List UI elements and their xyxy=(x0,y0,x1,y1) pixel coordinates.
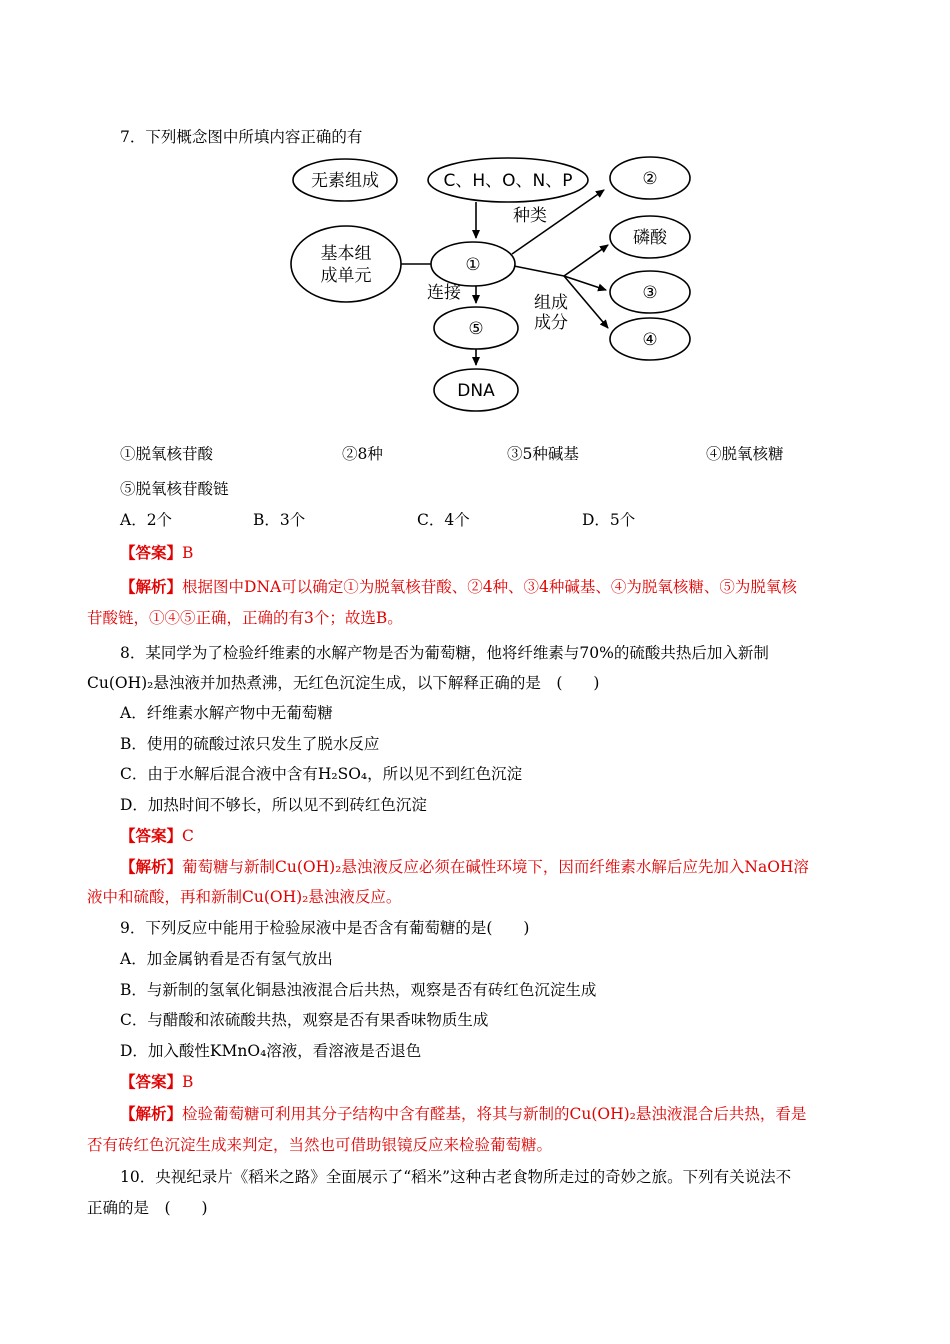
unit-label-text-1: 基本组 xyxy=(320,244,372,264)
q8-analysis-1: 【解析】葡萄糖与新制Cu(OH)₂悬浊液反应必须在碱性环境下，因而纤维素水解后应先加入NaOH溶 xyxy=(120,857,809,876)
node1-text: ① xyxy=(465,255,481,275)
concept-map-diagram xyxy=(0,0,950,420)
q10-stem-1: 10．央视纪录片《稻米之路》全面展示了“稻米”这种古老食物所走过的奇妙之旅。下列有关说法不 xyxy=(120,1168,792,1186)
q7-item-5: ⑤脱氧核苷酸链 xyxy=(120,480,229,498)
node4-text: ④ xyxy=(642,330,658,350)
q7-option-d: D．5个 xyxy=(582,511,636,529)
dna-text: DNA xyxy=(457,381,495,401)
q7-analysis-2: 苷酸链，①④⑤正确，正确的有3个；故选B。 xyxy=(87,609,403,627)
q8-answer: 【答案】C xyxy=(120,826,194,845)
q8-option-b: B．使用的硫酸过浓只发生了脱水反应 xyxy=(120,735,380,753)
comp-label-text-1: 组成 xyxy=(534,293,568,313)
phosphate-text: 磷酸 xyxy=(633,228,667,248)
q8-option-c: C．由于水解后混合液中含有H₂SO₄，所以见不到红色沉淀 xyxy=(120,765,523,783)
node5-text: ⑤ xyxy=(468,319,484,339)
kind-label-text: 种类 xyxy=(513,206,547,226)
q9-option-a: A．加金属钠看是否有氢气放出 xyxy=(120,950,333,968)
q10-stem-2: 正确的是 ( ) xyxy=(87,1199,208,1217)
unit-label-text-2: 成单元 xyxy=(320,266,372,286)
split-to-phosphate-arrow xyxy=(564,245,608,276)
q8-stem-1: 8．某同学为了检验纤维素的水解产物是否为葡萄糖，他将纤维素与70%的硫酸共热后加入新制 xyxy=(120,644,769,662)
q7-answer: 【答案】B xyxy=(120,543,194,562)
q9-option-d: D．加入酸性KMnO₄溶液，看溶液是否退色 xyxy=(120,1042,422,1060)
q8-stem-2: Cu(OH)₂悬浊液并加热煮沸，无红色沉淀生成，以下解释正确的是 ( ) xyxy=(87,674,600,692)
q8-option-a: A．纤维素水解产物中无葡萄糖 xyxy=(120,704,333,722)
q8-analysis-2: 液中和硫酸，再和新制Cu(OH)₂悬浊液反应。 xyxy=(87,888,402,906)
q9-analysis-2: 否有砖红色沉淀生成来判定，当然也可借助银镜反应来检验葡萄糖。 xyxy=(87,1136,553,1154)
q8-option-d: D．加热时间不够长，所以见不到砖红色沉淀 xyxy=(120,796,427,814)
unit-label-ellipse xyxy=(291,226,401,302)
element-label-text: 无素组成 xyxy=(311,171,379,191)
q9-analysis-1: 【解析】检验葡萄糖可利用其分子结构中含有醛基，将其与新制的Cu(OH)₂悬浊液混合后共热，看是 xyxy=(120,1104,807,1123)
comp-label-text-2: 成分 xyxy=(534,313,568,333)
q7-item-2: ②8种 xyxy=(342,445,383,463)
q9-option-c: C．与醋酸和浓硫酸共热，观察是否有果香味物质生成 xyxy=(120,1011,489,1029)
q7-analysis-1: 【解析】根据图中DNA可以确定①为脱氧核苷酸、②4种、③4种碱基、④为脱氧核糖、⑤为脱氧核 xyxy=(120,577,797,596)
q9-answer: 【答案】B xyxy=(120,1072,194,1091)
elements-text: C、H、O、N、P xyxy=(443,171,573,191)
q7-option-b: B．3个 xyxy=(253,511,306,529)
q7-item-1: ①脱氧核苷酸 xyxy=(120,445,214,463)
q7-option-a: A．2个 xyxy=(120,511,173,529)
q9-option-b: B．与新制的氢氧化铜悬浊液混合后共热，观察是否有砖红色沉淀生成 xyxy=(120,981,597,999)
q7-item-3: ③5种碱基 xyxy=(507,445,579,463)
node2-text: ② xyxy=(642,169,658,189)
link-label-text: 连接 xyxy=(427,283,461,303)
q7-stem: 7．下列概念图中所填内容正确的有 xyxy=(120,128,363,146)
node3-text: ③ xyxy=(642,283,658,303)
q7-option-c: C．4个 xyxy=(417,511,470,529)
q9-stem: 9．下列反应中能用于检验尿液中是否含有葡萄糖的是( ) xyxy=(120,919,530,937)
node1-to-split-line xyxy=(514,266,564,276)
q7-item-4: ④脱氧核糖 xyxy=(706,445,784,463)
